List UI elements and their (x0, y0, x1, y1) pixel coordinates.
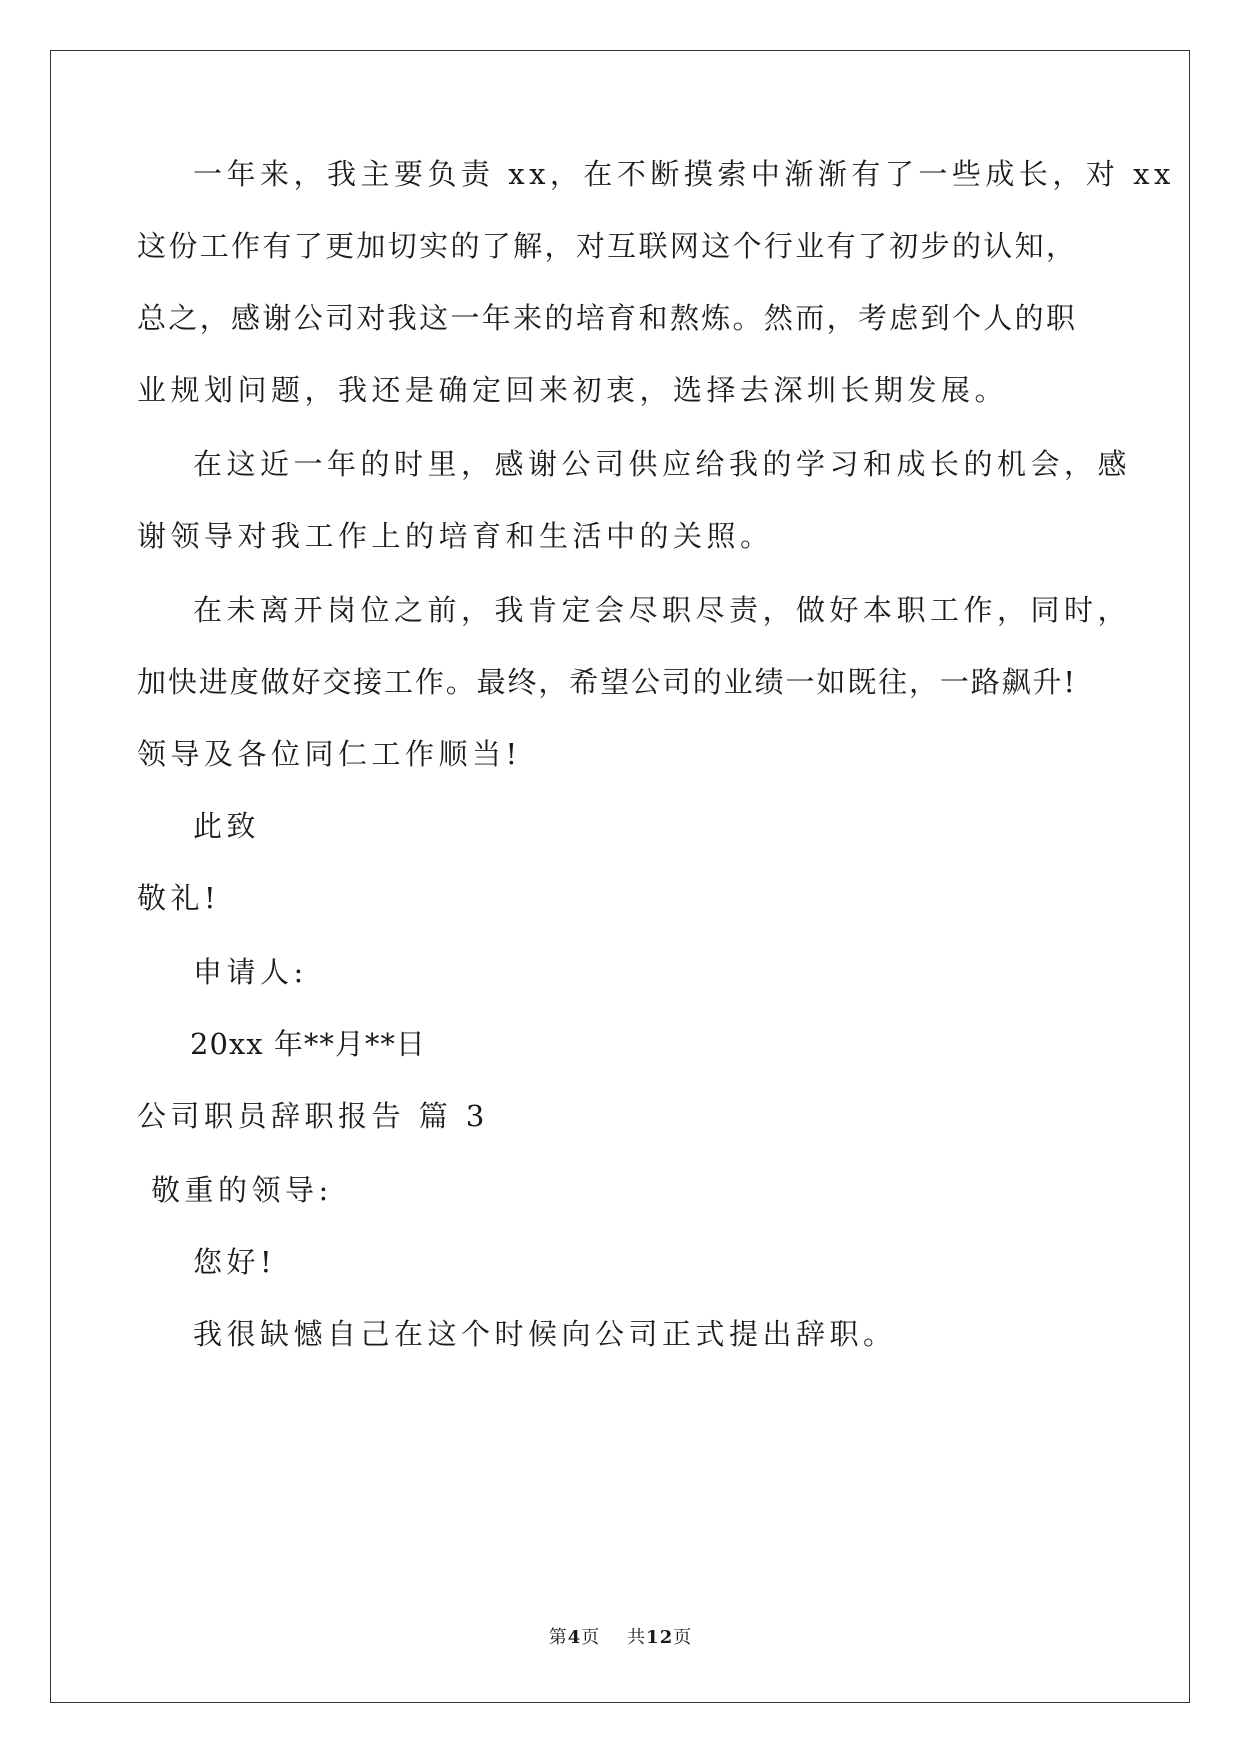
closing-ci-zhi: 此致 (193, 809, 261, 843)
closing-jing-li: 敬礼! (137, 881, 221, 915)
paragraph-3-line-1: 在未离开岗位之前，我肯定会尽职尽责，做好本职工作，同时， (193, 593, 1132, 627)
salutation: 敬重的领导: (151, 1173, 333, 1207)
footer-page-number: 4 (567, 1627, 582, 1648)
paragraph-1-line-4: 业规划问题，我还是确定回来初衷，选择去深圳长期发展。 (137, 373, 1009, 407)
paragraph-2-line-2: 谢领导对我工作上的培育和生活中的关照。 (137, 519, 774, 553)
signature-date: 20xx 年**月**日 (190, 1027, 426, 1061)
greeting: 您好! (193, 1245, 277, 1279)
paragraph-4-line-1: 我很缺憾自己在这个时候向公司正式提出辞职。 (193, 1317, 897, 1351)
paragraph-1-line-3: 总之，感谢公司对我这一年来的培育和熬炼。然而，考虑到个人的职 (137, 301, 1075, 335)
signature-label: 申请人: (193, 955, 308, 989)
section-title: 公司职员辞职报告 篇 3 (137, 1099, 489, 1133)
paragraph-1-line-1: 一年来，我主要负责 xx，在不断摸索中渐渐有了一些成长，对 xx (193, 157, 1175, 191)
page-footer (0, 1626, 1241, 1650)
paragraph-2-line-1: 在这近一年的时里，感谢公司供应给我的学习和成长的机会，感 (193, 447, 1132, 481)
paragraph-3-line-3: 领导及各位同仁工作顺当! (137, 737, 522, 771)
footer-page-suffix: 页 (581, 1627, 601, 1648)
paragraph-1-line-2: 这份工作有了更加切实的了解，对互联网这个行业有了初步的认知， (137, 229, 1075, 263)
footer-prefix: 第 (548, 1627, 568, 1648)
footer-total-pages: 12 (646, 1627, 674, 1648)
footer-total-prefix: 共 (627, 1627, 647, 1648)
footer-total-suffix: 页 (673, 1627, 693, 1648)
paragraph-3-line-2: 加快进度做好交接工作。最终，希望公司的业绩一如既往，一路飙升! (137, 665, 1075, 699)
